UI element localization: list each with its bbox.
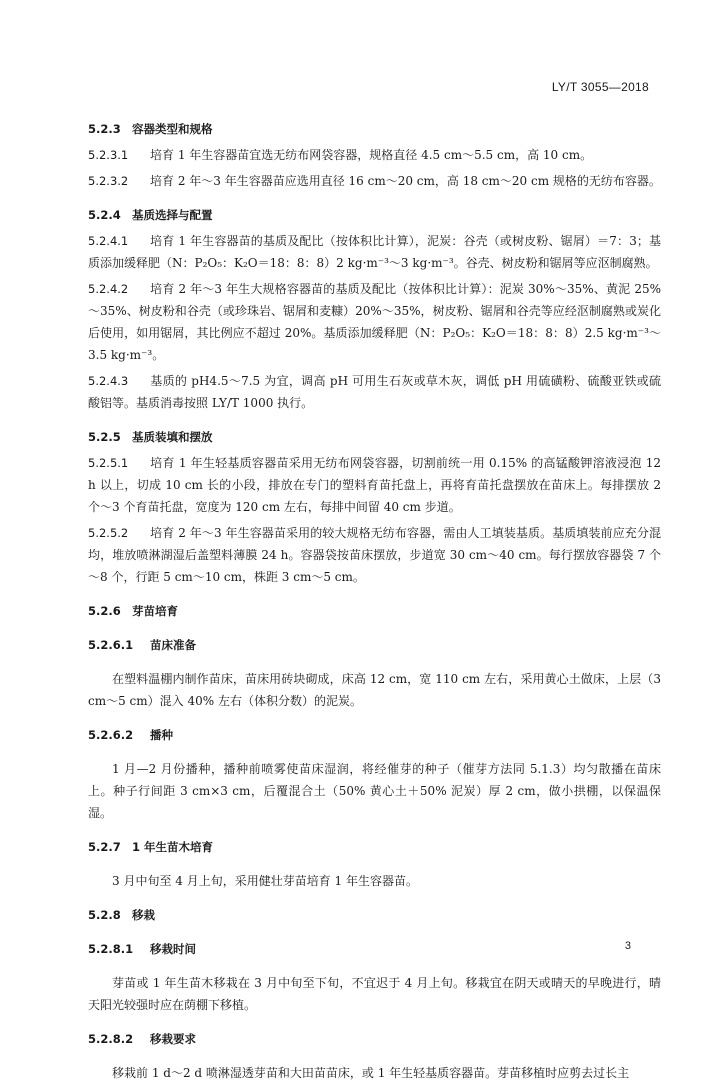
section-title: 基质装填和摆放 <box>132 430 213 444</box>
section-heading <box>88 204 661 226</box>
section-title: 移栽时间 <box>150 942 196 956</box>
section-number: 5.2.8.1 <box>88 942 134 956</box>
clause-text: 基质的 pH4.5～7.5 为宜，调高 pH 可用生石灰或草木灰，调低 pH 用硫磺粉、硫酸亚铁或硫酸铝等。基质消毒按照 LY/T 1000 执行。 <box>88 374 661 410</box>
clause-number: 5.2.3.1 <box>88 148 129 162</box>
body-paragraph: 芽苗或 1 年生苗木移栽在 3 月中旬至下旬，不宜迟于 4 月上旬。移栽宜在阴天或晴天的早晚进行，晴天阳光较强时应在荫棚下移植。 <box>88 976 661 1012</box>
body-paragraph: 移栽前 1 d～2 d 喷淋湿透芽苗和大田苗苗床，或 1 年生轻基质容器苗。芽苗移植时应剪去过长主 <box>112 1066 630 1080</box>
clause-text: 培育 1 年生容器苗宜选无纺布网袋容器，规格直径 4.5 cm～5.5 cm，高 10 cm。 <box>150 148 593 162</box>
section-heading <box>88 600 661 622</box>
standard-code: LY/T 3055—2018 <box>551 80 649 94</box>
clause-paragraph <box>88 522 661 588</box>
section-number: 5.2.3 <box>88 122 121 136</box>
section-title: 容器类型和规格 <box>132 122 213 136</box>
clause-number: 5.2.5.1 <box>88 456 129 470</box>
section-number: 5.2.6 <box>88 604 121 618</box>
section-number: 5.2.8.2 <box>88 1032 134 1046</box>
section-title: 播种 <box>150 728 173 742</box>
clause-number: 5.2.4.3 <box>88 374 129 388</box>
clause-text: 培育 1 年生轻基质容器苗采用无纺布网袋容器，切割前统一用 0.15% 的高锰酸钾溶液浸泡 12 h 以上，切成 10 cm 长的小段，排放在专门的塑料育苗托盘上，再将育苗托盘摆放在苗床上。每排摆放 2 个～3 个育苗托盘，宽度为 120 cm 左右，每排中间留 40 cm 步道。 <box>88 456 661 514</box>
section-heading <box>88 118 661 140</box>
section-number: 5.2.6.2 <box>88 728 134 742</box>
clause-paragraph <box>88 452 661 518</box>
clause-number: 5.2.5.2 <box>88 526 129 540</box>
section-heading <box>88 634 661 656</box>
section-number: 5.2.6.1 <box>88 638 134 652</box>
section-title: 1 年生苗木培育 <box>132 840 214 854</box>
section-title: 移栽 <box>132 908 155 922</box>
section-heading <box>88 1028 661 1050</box>
document-body <box>88 118 661 1084</box>
clause-paragraph <box>88 144 661 166</box>
section-heading <box>88 836 661 858</box>
clause-text: 培育 1 年生容器苗的基质及配比（按体积比计算），泥炭：谷壳（或树皮粉、锯屑）＝7：3；基质添加缓释肥（N：P₂O₅：K₂O＝18：8：8）2 kg·m⁻³～3 kg·m⁻³。谷壳、树皮粉和锯屑等应沤制腐熟。 <box>88 234 661 270</box>
clause-paragraph <box>88 278 661 366</box>
clause-paragraph <box>88 170 661 192</box>
body-paragraph: 在塑料温棚内制作苗床，苗床用砖块砌成，床高 12 cm，宽 110 cm 左右，采用黄心土做床，上层（3 cm～5 cm）混入 40% 左右（体积分数）的泥炭。 <box>88 672 661 708</box>
clause-number: 5.2.3.2 <box>88 174 129 188</box>
section-title: 基质选择与配置 <box>132 208 213 222</box>
clause-text: 培育 2 年～3 年生大规格容器苗的基质及配比（按体积比计算）：泥炭 30%～35%、黄泥 25%～35%、树皮粉和谷壳（或珍珠岩、锯屑和麦糠）20%～35%，树皮粉、锯屑和谷壳等应经沤制腐熟或炭化后使用，如用锯屑，其比例应不超过 20%。基质添加缓释肥（N：P₂O₅：K₂O＝18：8：8）2.5 kg·m⁻³～3.5 kg·m⁻³。 <box>88 282 661 362</box>
section-number: 5.2.5 <box>88 430 121 444</box>
section-title: 移栽要求 <box>150 1032 196 1046</box>
body-paragraph: 1 月—2 月份播种，播种前喷雾使苗床湿润，将经催芽的种子（催芽方法同 5.1.3）均匀散播在苗床上。种子行间距 3 cm×3 cm，后覆混合土（50% 黄心土＋50% 泥炭）厚 2 cm，做小拱棚，以保温保湿。 <box>88 762 661 820</box>
body-paragraph: 3 月中旬至 4 月上旬，采用健壮芽苗培育 1 年生容器苗。 <box>112 874 418 888</box>
section-heading <box>88 938 661 960</box>
section-heading <box>88 724 661 746</box>
clause-text: 培育 2 年～3 年生容器苗采用的较大规格无纺布容器，需由人工填装基质。基质填装前应充分混均，堆放喷淋湖湿后盖塑料薄膜 24 h。容器袋按苗床摆放，步道宽 30 cm～40 cm。每行摆放容器袋 7 个～8 个，行距 5 cm～10 cm，株距 3 cm～5 cm。 <box>88 526 661 584</box>
clause-number: 5.2.4.2 <box>88 282 129 296</box>
section-title: 苗床准备 <box>150 638 196 652</box>
section-number: 5.2.8 <box>88 908 121 922</box>
section-title: 芽苗培育 <box>132 604 178 618</box>
section-heading <box>88 904 661 926</box>
section-number: 5.2.7 <box>88 840 121 854</box>
clause-text: 培育 2 年～3 年生容器苗应选用直径 16 cm～20 cm，高 18 cm～20 cm 规格的无纺布容器。 <box>150 174 661 188</box>
page-number: 3 <box>624 940 631 952</box>
section-number: 5.2.4 <box>88 208 121 222</box>
clause-paragraph <box>88 370 661 414</box>
clause-number: 5.2.4.1 <box>88 234 129 248</box>
clause-paragraph <box>88 230 661 274</box>
section-heading <box>88 426 661 448</box>
